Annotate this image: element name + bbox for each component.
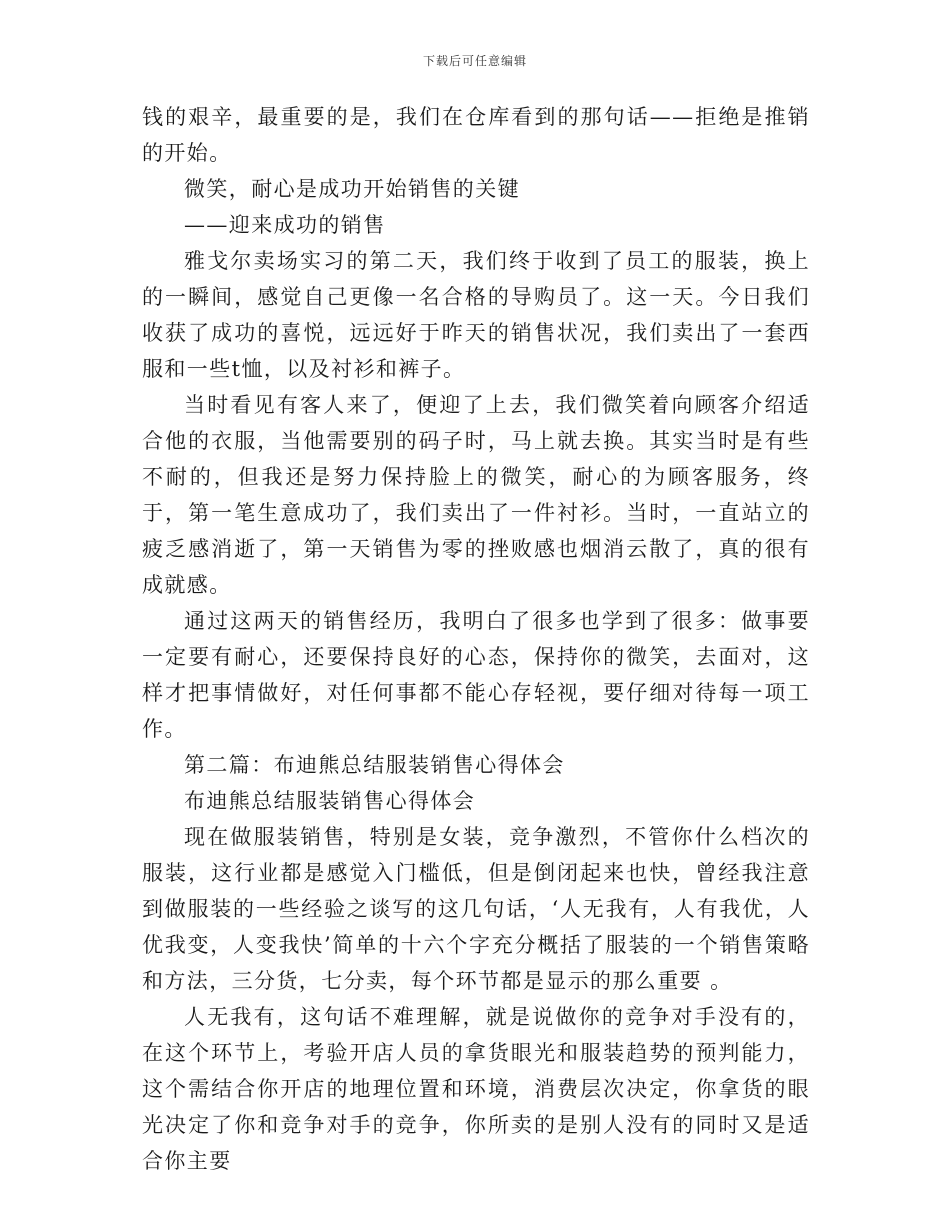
paragraph: 当时看见有客人来了，便迎了上去，我们微笑着向顾客介绍适合他的衣服，当他需要别的码子时，马上就去换。其实当时是有些不耐的，但我还是努力保持脸上的微笑，耐心的为顾客服务，终于，第一笔生意成功了，我们卖出了一件衬衫。当时，一直站立的疲乏感消逝了，第一天销售为零的挫败感也烟消云散了，真的很有成就感。 bbox=[142, 393, 810, 597]
article-title: 布迪熊总结服装销售心得体会 bbox=[184, 789, 476, 813]
chapter-title: 第二篇：布迪熊总结服装销售心得体会 bbox=[184, 753, 565, 777]
document-body bbox=[142, 99, 810, 1179]
section-heading: 微笑，耐心是成功开始销售的关键 bbox=[184, 177, 520, 201]
paragraph: 通过这两天的销售经历，我明白了很多也学到了很多：做事要一定要有耐心，还要保持良好的心态，保持你的微笑，去面对，这样才把事情做好，对任何事都不能心存轻视，要仔细对待每一项工作。 bbox=[142, 609, 810, 741]
paragraph: 现在做服装销售，特别是女装，竞争激烈，不管你什么档次的服装，这行业都是感觉入门槛低，但是倒闭起来也快，曾经我注意到做服装的一些经验之谈写的这几句话，‘人无我有，人有我优，人优我变，人变我快’简单的十六个字充分概括了服装的一个销售策略和方法，三分货，七分卖，每个环节都是显示的那么重要 。 bbox=[142, 825, 810, 993]
page-header: 下载后可任意编辑 bbox=[422, 54, 527, 68]
section-subheading: ——迎来成功的销售 bbox=[184, 213, 386, 237]
paragraph-continuation: 钱的艰辛，最重要的是，我们在仓库看到的那句话——拒绝是推销的开始。 bbox=[142, 105, 810, 165]
paragraph: 人无我有，这句话不难理解，就是说做你的竞争对手没有的，在这个环节上，考验开店人员的拿货眼光和服装趋势的预判能力，这个需结合你开店的地理位置和环境，消费层次决定，你拿货的眼光决定了你和竞争对手的竞争，你所卖的是别人没有的同时又是适合你主要 bbox=[142, 1005, 810, 1173]
paragraph: 雅戈尔卖场实习的第二天，我们终于收到了员工的服装，换上的一瞬间，感觉自己更像一名合格的导购员了。这一天。今日我们收获了成功的喜悦，远远好于昨天的销售状况，我们卖出了一套西服和一些t恤，以及衬衫和裤子。 bbox=[142, 249, 810, 381]
